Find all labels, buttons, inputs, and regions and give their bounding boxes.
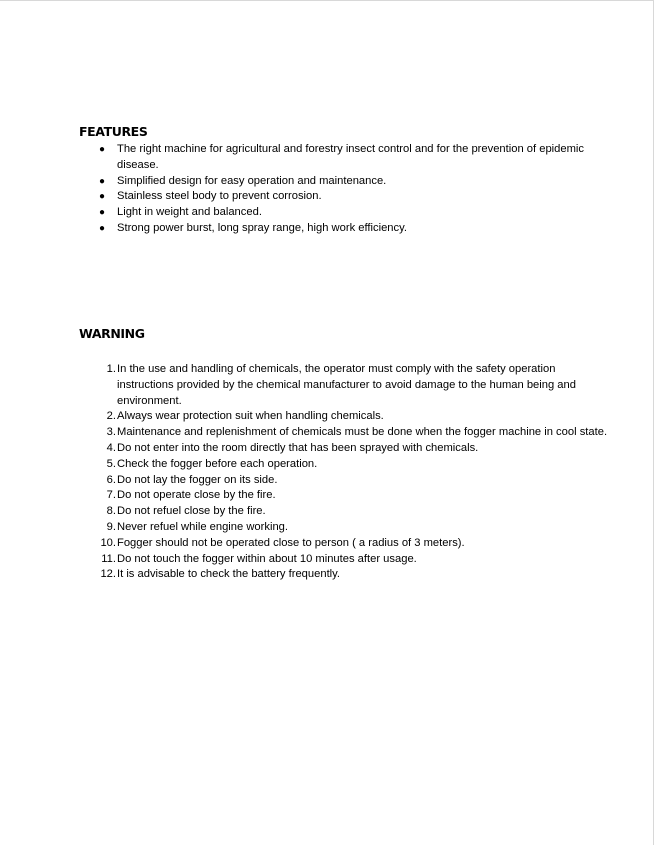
- warning-item-number: 5.: [106, 457, 116, 470]
- warning-item: [0, 362, 610, 409]
- bullet-icon: ●: [99, 191, 106, 203]
- features-item: [0, 221, 610, 237]
- features-item-text: The right machine for agricultural and forestry insect control and for the prevention of epidemic disease.: [117, 143, 585, 171]
- warning-item-text: Never refuel while engine working.: [117, 520, 289, 533]
- warning-item: [0, 441, 610, 457]
- warning-item-number: 2.: [106, 410, 116, 423]
- warning-item-text: Do not operate close by the fire.: [117, 489, 276, 502]
- warning-item: [0, 425, 610, 441]
- warning-item-text: In the use and handling of chemicals, the operator must comply with the safety operation instructions provided by the chemical manufacturer to avoid damage to the human being and environment.: [117, 363, 576, 407]
- features-item-text: Stainless steel body to prevent corrosion.: [117, 190, 322, 203]
- features-list: [0, 142, 610, 237]
- warning-item-text: It is advisable to check the battery frequently.: [117, 568, 341, 581]
- warning-item-text: Always wear protection suit when handling chemicals.: [117, 410, 384, 423]
- warning-item-number: 3.: [106, 426, 116, 439]
- bullet-icon: ●: [99, 144, 106, 155]
- warning-list: [0, 362, 610, 583]
- warning-item-number: 6.: [106, 473, 116, 486]
- warning-item-number: 11.: [101, 552, 116, 565]
- warning-item-number: 7.: [106, 489, 116, 502]
- features-item: [0, 205, 610, 221]
- warning-item-number: 9.: [106, 520, 116, 533]
- warning-item: [0, 488, 610, 504]
- warning-item-number: 10.: [100, 536, 116, 549]
- warning-item: [0, 567, 610, 583]
- warning-item-text: Check the fogger before each operation.: [117, 457, 318, 470]
- features-item-text: Strong power burst, long spray range, high work efficiency.: [117, 221, 407, 234]
- warning-item: [0, 552, 610, 568]
- features-heading: FEATURES: [79, 124, 148, 139]
- warning-item-text: Do not touch the fogger within about 10 minutes after usage.: [117, 552, 417, 565]
- warning-item: [0, 536, 610, 552]
- features-item-text: Simplified design for easy operation and maintenance.: [117, 174, 387, 187]
- warning-item-text: Fogger should not be operated close to person ( a radius of 3 meters).: [117, 536, 465, 549]
- features-item-text: Light in weight and balanced.: [117, 206, 262, 219]
- warning-item-number: 12.: [100, 568, 116, 581]
- warning-item-number: 8.: [106, 505, 116, 518]
- features-item: [0, 174, 610, 190]
- bullet-icon: ●: [99, 175, 106, 187]
- warning-item: [0, 504, 610, 520]
- warning-item-text: Do not refuel close by the fire.: [117, 505, 266, 518]
- warning-item-text: Do not enter into the room directly that has been sprayed with chemicals.: [117, 441, 479, 454]
- warning-heading: WARNING: [79, 326, 145, 341]
- bullet-icon: ●: [99, 207, 106, 219]
- warning-item-text: Do not lay the fogger on its side.: [117, 473, 278, 486]
- warning-item-text: Maintenance and replenishment of chemicals must be done when the fogger machine in cool state.: [117, 426, 608, 439]
- features-item: [0, 189, 610, 205]
- bullet-icon: ●: [99, 222, 106, 234]
- warning-item: [0, 520, 610, 536]
- warning-item-number: 4.: [106, 441, 116, 454]
- warning-item: [0, 409, 610, 425]
- warning-item: [0, 473, 610, 489]
- features-item: [0, 142, 610, 174]
- warning-item-number: 1.: [106, 363, 116, 375]
- warning-item: [0, 457, 610, 473]
